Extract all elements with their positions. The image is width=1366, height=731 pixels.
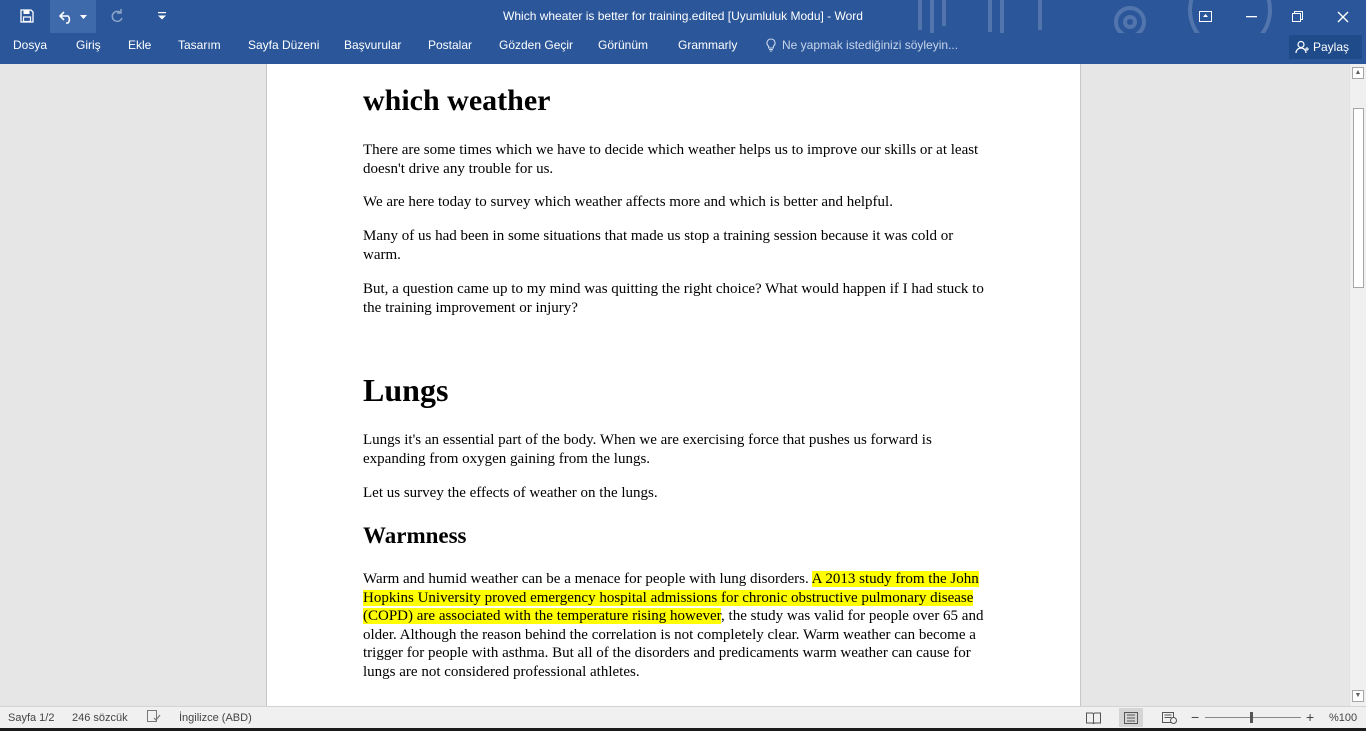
highlighted-text: A 2013 study from the John Hopkins University proved emergency hospital admissions for chronic obstructive pulmonary disease (COPD) are associated with the temperature rising however	[363, 571, 979, 625]
heading-warmness[interactable]: Warmness	[363, 523, 467, 548]
share-label: Paylaş	[1313, 40, 1350, 54]
paragraph[interactable]: Many of us had been in some situations that made us stop a training session because it was cold or warm.	[363, 228, 954, 263]
zoom-slider-track[interactable]	[1205, 717, 1301, 718]
title-bar	[0, 0, 1366, 33]
minimize-icon	[1246, 16, 1257, 18]
proofing-icon[interactable]	[147, 710, 161, 726]
ribbon-display-icon	[1199, 11, 1212, 22]
save-button[interactable]	[14, 4, 40, 28]
tell-me-box[interactable]	[766, 33, 958, 57]
page-count[interactable]: Sayfa 1/2	[8, 712, 55, 724]
paragraph[interactable]: We are here today to survey which weather affects more and which is better and helpful.	[363, 194, 893, 210]
redo-button[interactable]	[104, 4, 130, 28]
tab-giris[interactable]: Giriş	[76, 38, 101, 52]
zoom-in-button[interactable]: +	[1306, 709, 1315, 725]
scroll-down-button[interactable]: ▼	[1352, 690, 1364, 702]
undo-button[interactable]	[50, 0, 96, 33]
print-layout-button[interactable]	[1119, 708, 1143, 727]
zoom-out-button[interactable]: −	[1191, 709, 1200, 725]
status-bar	[0, 706, 1366, 728]
tab-gorunum[interactable]: Görünüm	[598, 38, 649, 52]
read-mode-button[interactable]	[1081, 708, 1105, 727]
tell-me-placeholder: Ne yapmak istediğinizi söyleyin...	[782, 38, 959, 52]
user-icon	[1295, 40, 1309, 54]
document-page[interactable]	[266, 64, 1081, 706]
tab-dosya[interactable]: Dosya	[13, 38, 48, 52]
tab-sayfa-duzeni[interactable]: Sayfa Düzeni	[248, 38, 320, 52]
vertical-scrollbar[interactable]	[1349, 64, 1366, 706]
heading-lungs[interactable]: Lungs	[363, 372, 449, 408]
tab-gozden-gecir[interactable]: Gözden Geçir	[499, 38, 574, 52]
zoom-slider-thumb[interactable]	[1250, 712, 1253, 723]
share-button[interactable]	[1289, 35, 1362, 59]
print-layout-icon	[1124, 712, 1138, 724]
close-icon	[1337, 11, 1349, 23]
web-layout-button[interactable]	[1157, 708, 1181, 727]
text-run: Warm and humid weather can be a menace for people with lung disorders.	[363, 571, 812, 587]
restore-button[interactable]	[1274, 0, 1320, 33]
read-mode-icon	[1086, 712, 1101, 724]
paragraph[interactable]: Lungs it's an essential part of the body. When we are exercising force that pushes us forward is expanding from oxygen gaining from the lungs.	[363, 432, 932, 467]
window-title: Which wheater is better for training.edited [Uyumluluk Modu] - Word	[503, 9, 863, 23]
undo-dropdown-icon[interactable]	[80, 15, 87, 19]
heading-which-weather[interactable]: which weather	[363, 84, 551, 117]
paragraph[interactable]: But, a question came up to my mind was quitting the right choice? What would happen if I had stuck to the training improvement or injury?	[363, 281, 984, 316]
tab-ekle[interactable]: Ekle	[128, 38, 152, 52]
zoom-level[interactable]: %100	[1329, 712, 1358, 724]
tab-grammarly[interactable]: Grammarly	[678, 38, 738, 52]
scroll-up-button[interactable]: ▲	[1352, 67, 1364, 79]
document-workspace	[0, 64, 1349, 706]
paragraph-warmness[interactable]	[363, 570, 993, 682]
web-layout-icon	[1162, 712, 1177, 724]
word-count[interactable]: 246 sözcük	[72, 712, 128, 724]
close-button[interactable]	[1320, 0, 1366, 33]
ribbon-display-options-button[interactable]	[1182, 0, 1228, 33]
ribbon-tabs	[0, 33, 1366, 64]
text-run: , the study was valid for people over 65 and older. Although the reason behind the correlation is not completely clear. Warm weather can become a trigger for people with asthma. But all of the disorders and predicaments warm weather can cause for lungs are not considered professional athletes.	[363, 608, 984, 680]
tab-basvurular[interactable]: Başvurular	[344, 38, 402, 52]
scrollbar-thumb[interactable]	[1353, 108, 1364, 288]
redo-icon	[110, 9, 124, 23]
language[interactable]: İngilizce (ABD)	[179, 712, 252, 724]
minimize-button[interactable]	[1228, 0, 1274, 33]
lightbulb-icon	[766, 38, 776, 52]
customize-qat-icon	[158, 12, 166, 20]
restore-icon	[1292, 11, 1303, 22]
tab-tasarim[interactable]: Tasarım	[178, 38, 221, 52]
save-icon	[20, 9, 34, 23]
paragraph[interactable]: Let us survey the effects of weather on the lungs.	[363, 485, 658, 501]
customize-qat-button[interactable]	[150, 4, 174, 28]
undo-icon	[59, 10, 75, 24]
tab-postalar[interactable]: Postalar	[428, 38, 473, 52]
paragraph[interactable]: There are some times which we have to decide which weather helps us to improve our skills or at least doesn't drive any trouble for us.	[363, 142, 979, 177]
